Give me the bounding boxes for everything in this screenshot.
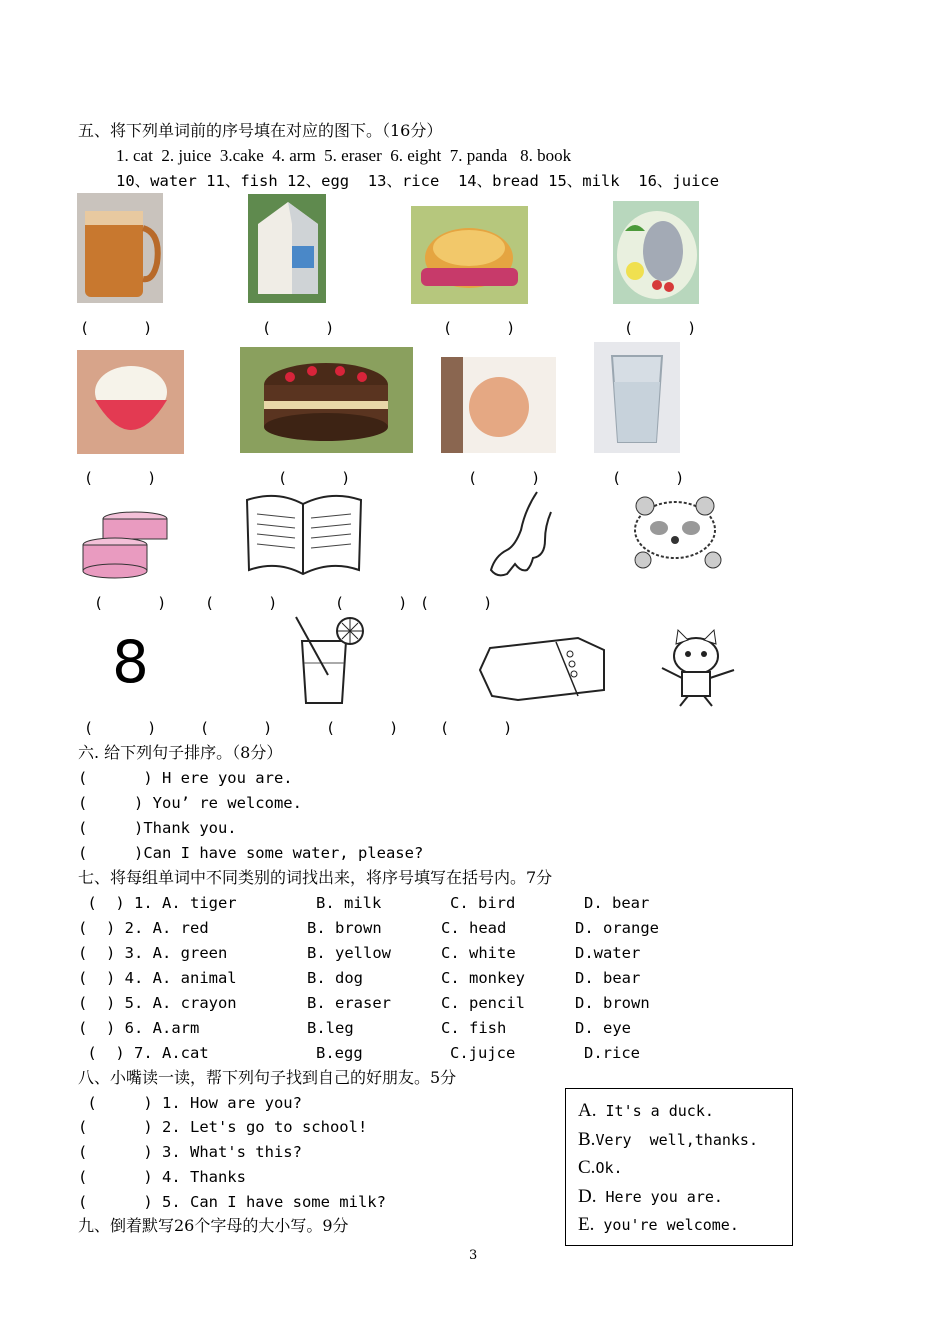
option-d: D.water bbox=[575, 944, 641, 962]
option-d: D. brown bbox=[575, 994, 650, 1012]
panda-picture bbox=[623, 494, 729, 572]
option-b: B. dog bbox=[307, 969, 363, 987]
dialogue-item: ( ) 3. What's this? bbox=[78, 1143, 302, 1161]
answer-blank[interactable]: ( ) bbox=[205, 594, 278, 612]
sentence-item: ( ) You’ re welcome. bbox=[78, 794, 302, 812]
word-group-row: ( ) 7. A.cat bbox=[78, 1044, 209, 1062]
word-group-row: ( ) 5. A. crayon bbox=[78, 994, 237, 1012]
number-eight-picture: 8 bbox=[112, 628, 149, 696]
answer-blank[interactable]: ( ) bbox=[94, 594, 167, 612]
dialogue-item: ( ) 5. Can I have some milk? bbox=[78, 1193, 386, 1211]
cat-picture bbox=[650, 628, 743, 708]
answer-blank[interactable]: ( ) bbox=[84, 469, 157, 487]
book-picture bbox=[243, 490, 365, 578]
option-b: B. milk bbox=[316, 894, 382, 912]
word-group-row: ( ) 1. A. tiger bbox=[78, 894, 237, 912]
sentence-item: ( ) H ere you are. bbox=[78, 769, 293, 787]
answer-blank[interactable]: ( ) bbox=[443, 319, 516, 337]
answer-blank[interactable]: ( ) bbox=[326, 719, 399, 737]
answer-blank[interactable]: ( ) bbox=[440, 719, 513, 737]
option-b: B. eraser bbox=[307, 994, 391, 1012]
dialogue-item: ( ) 4. Thanks bbox=[78, 1168, 246, 1186]
juice-mug-picture bbox=[77, 193, 163, 303]
answer-blank[interactable]: ( ) bbox=[80, 319, 153, 337]
option-d: D. bear bbox=[584, 894, 650, 912]
answer-blank[interactable]: ( ) bbox=[335, 594, 408, 612]
answer-blank[interactable]: ( ) bbox=[624, 319, 697, 337]
answer-blank[interactable]: ( ) bbox=[84, 719, 157, 737]
egg-picture bbox=[441, 357, 556, 453]
answer-blank[interactable]: ( ) bbox=[420, 594, 493, 612]
dialogue-item: ( ) 2. Let's go to school! bbox=[78, 1118, 368, 1136]
arm-picture bbox=[487, 490, 553, 580]
word-group-row: ( ) 2. A. red bbox=[78, 919, 209, 937]
response-option: C.Ok. bbox=[578, 1157, 623, 1178]
option-d: D. orange bbox=[575, 919, 659, 937]
eraser-picture bbox=[478, 634, 608, 702]
word-group-row: ( ) 3. A. green bbox=[78, 944, 228, 962]
option-c: C. white bbox=[441, 944, 516, 962]
water-glass-picture bbox=[594, 342, 680, 453]
option-b: B. brown bbox=[307, 919, 382, 937]
response-option: A. It's a duck. bbox=[578, 1100, 714, 1121]
juice-glass-picture bbox=[292, 615, 366, 707]
word-list-line1: 1. cat 2. juice 3.cake 4. arm 5. eraser 6. eight 7. panda 8. book bbox=[116, 146, 572, 165]
bread-picture bbox=[411, 206, 528, 304]
option-d: D. eye bbox=[575, 1019, 631, 1037]
response-option: D. Here you are. bbox=[578, 1185, 723, 1207]
response-option: E. you're welcome. bbox=[578, 1214, 739, 1235]
milk-carton-picture bbox=[248, 194, 326, 303]
two-cakes-picture bbox=[77, 505, 175, 583]
section5-heading: 五、将下列单词前的序号填在对应的图下。（16分） bbox=[78, 121, 443, 140]
page-number: 3 bbox=[469, 1248, 478, 1263]
option-c: C. bird bbox=[450, 894, 516, 912]
option-b: B.egg bbox=[316, 1044, 363, 1062]
option-d: D. bear bbox=[575, 969, 641, 987]
word-group-row: ( ) 4. A. animal bbox=[78, 969, 237, 987]
section8-heading: 八、小嘴读一读，帮下列句子找到自己的好朋友。5分 bbox=[78, 1068, 457, 1087]
answer-blank[interactable]: ( ) bbox=[468, 469, 541, 487]
option-c: C. head bbox=[441, 919, 507, 937]
option-d: D.rice bbox=[584, 1044, 640, 1062]
answer-blank[interactable]: ( ) bbox=[612, 469, 685, 487]
section7-heading: 七、将每组单词中不同类别的词找出来，将序号填写在括号内。7分 bbox=[78, 868, 553, 887]
sentence-item: ( )Thank you. bbox=[78, 819, 237, 837]
option-c: C.jujce bbox=[450, 1044, 516, 1062]
dialogue-item: ( ) 1. How are you? bbox=[78, 1094, 302, 1112]
answer-blank[interactable]: ( ) bbox=[278, 469, 351, 487]
option-b: B. yellow bbox=[307, 944, 391, 962]
answer-blank[interactable]: ( ) bbox=[200, 719, 273, 737]
option-c: C. pencil bbox=[441, 994, 525, 1012]
cake-picture bbox=[240, 347, 413, 453]
option-c: C. monkey bbox=[441, 969, 525, 987]
response-option: B.Very well,thanks. bbox=[578, 1128, 758, 1150]
sentence-item: ( )Can I have some water, please? bbox=[78, 844, 424, 862]
answer-blank[interactable]: ( ) bbox=[262, 319, 335, 337]
section6-heading: 六. 给下列句子排序。（8分） bbox=[78, 743, 283, 762]
word-group-row: ( ) 6. A.arm bbox=[78, 1019, 200, 1037]
rice-bowl-picture bbox=[77, 350, 184, 454]
section9-heading: 九、倒着默写26个字母的大小写。9分 bbox=[78, 1216, 349, 1235]
fish-plate-picture bbox=[613, 201, 699, 304]
option-c: C. fish bbox=[441, 1019, 507, 1037]
word-list-line2: 10、water 11、fish 12、egg 13、rice 14、bread 15、milk 16、juice bbox=[116, 172, 720, 190]
response-options-box bbox=[565, 1088, 793, 1246]
option-b: B.leg bbox=[307, 1019, 354, 1037]
